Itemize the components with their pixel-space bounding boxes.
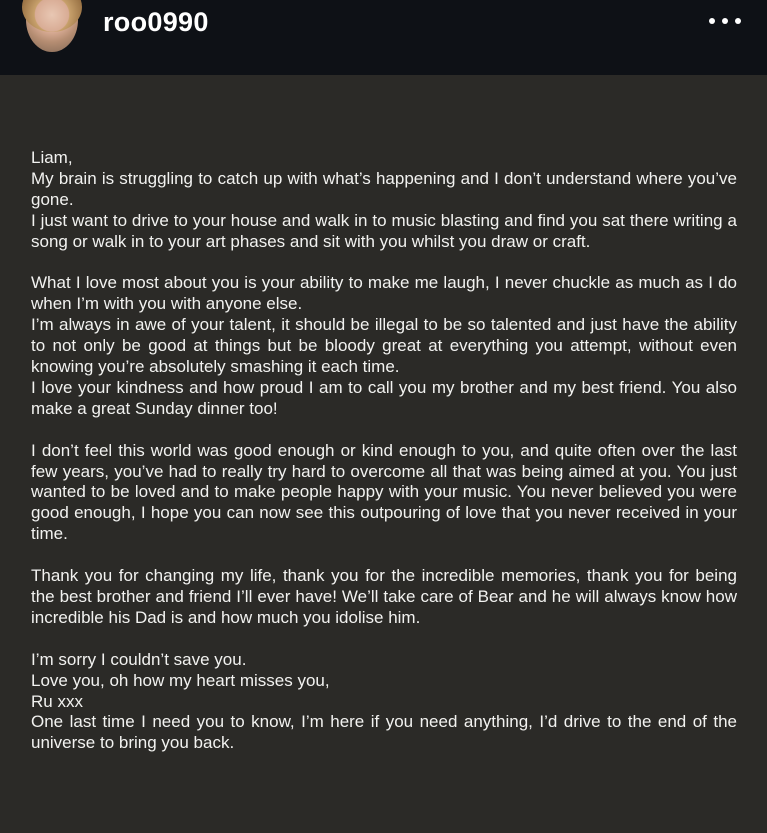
letter-line: Love you, oh how my heart misses you, — [31, 670, 330, 690]
letter-spacer — [31, 545, 737, 566]
username[interactable]: roo0990 — [103, 7, 209, 37]
letter-line: Liam, — [31, 148, 73, 167]
more-dot — [709, 18, 715, 24]
letter-spacer — [31, 253, 737, 274]
letter-line: One last time I need you to know, I’m here if you need anything, I’d drive to the end of the universe to bring you back. — [31, 712, 737, 753]
avatar[interactable] — [22, 0, 82, 55]
post-header — [0, 0, 767, 75]
letter-line: I just want to drive to your house and walk in to music blasting and find you sat there writing a song or walk in to your art phases and sit with you whilst you draw or craft. — [31, 210, 737, 251]
more-options-icon[interactable] — [706, 18, 742, 28]
letter-line: Thank you for changing my life, thank you for the incredible memories, thank you for being the best brother and friend I’ll ever have! We’ll take care of Bear and he will always know how incredible his Dad is and how much you idolise him. — [31, 566, 737, 627]
letter-line: I love your kindness and how proud I am to call you my brother and my best friend. You also make a great Sunday dinner too! — [31, 377, 737, 418]
letter-line: I don’t feel this world was good enough or kind enough to you, and quite often over the last few years, you’ve had to really try hard to overcome all that was being aimed at you. You just wanted to be loved and to make people happy with your music. You never believed you were good enough, I hope you can now see this outpouring of love that you never received in your time. — [31, 440, 737, 544]
letter-spacer — [31, 420, 737, 441]
letter-line: I’m sorry I couldn’t save you. — [31, 649, 247, 669]
letter-line: What I love most about you is your ability to make me laugh, I never chuckle as much as I do when I’m with you with anyone else. — [31, 273, 737, 314]
more-dot — [722, 18, 728, 24]
letter-line: My brain is struggling to catch up with what’s happening and I don’t understand where you’ve gone. — [31, 168, 737, 209]
letter-line: Ru xxx — [31, 691, 83, 711]
more-dot — [735, 18, 741, 24]
letter-spacer — [31, 629, 737, 650]
letter-text — [31, 148, 737, 754]
letter-line: I’m always in awe of your talent, it should be illegal to be so talented and just have the ability to not only be good at things but be bloody great at everything you attempt, without even knowing you’re absolutely smashing it each time. — [31, 315, 737, 377]
